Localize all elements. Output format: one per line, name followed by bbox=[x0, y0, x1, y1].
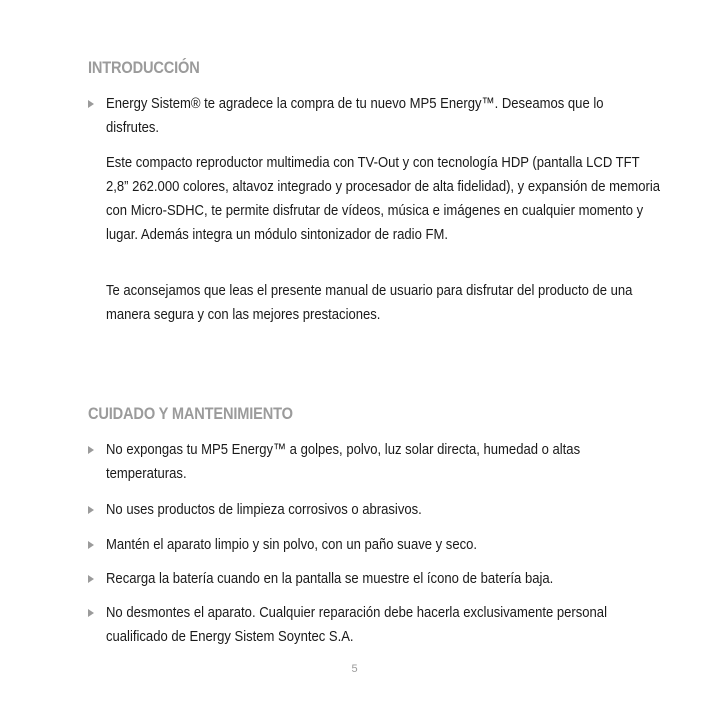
intro-paragraph-2: Este compacto reproductor multimedia con TV-Out y con tecnología HDP (pantalla LCD TFT 2,8” 262.000 colores, altavoz integrado y procesador de alta fidelidad), y expansión de memoria con Micro-SDHC, te permite disfrutar de vídeos, música e imágenes en cualquier momento y lugar. Además integra un módulo sintonizador de radio FM. bbox=[106, 154, 660, 243]
bullet-arrow-icon bbox=[88, 575, 94, 583]
intro-heading: INTRODUCCIÓN bbox=[88, 58, 200, 77]
care-item-2: No uses productos de limpieza corrosivos o abrasivos. bbox=[106, 501, 422, 518]
page-number: 5 bbox=[351, 663, 358, 675]
bullet-arrow-icon bbox=[88, 446, 94, 454]
bullet-arrow-icon bbox=[88, 506, 94, 514]
bullet-arrow-icon bbox=[88, 100, 94, 108]
bullet-arrow-icon bbox=[88, 609, 94, 617]
intro-paragraph-1: Energy Sistem® te agradece la compra de tu nuevo MP5 Energy™. Deseamos que lo disfrutes. bbox=[106, 95, 604, 136]
bullet-arrow-icon bbox=[88, 541, 94, 549]
care-item-1: No expongas tu MP5 Energy™ a golpes, polvo, luz solar directa, humedad o altas temperaturas. bbox=[106, 441, 581, 482]
care-item-4: Recarga la batería cuando en la pantalla se muestre el ícono de batería baja. bbox=[106, 570, 554, 587]
intro-paragraph-3: Te aconsejamos que leas el presente manual de usuario para disfrutar del producto de una manera segura y con las mejores prestaciones. bbox=[106, 282, 633, 323]
care-heading: CUIDADO Y MANTENIMIENTO bbox=[88, 404, 293, 423]
care-item-3: Mantén el aparato limpio y sin polvo, con un paño suave y seco. bbox=[106, 536, 478, 553]
care-item-5: No desmontes el aparato. Cualquier reparación debe hacerla exclusivamente personal cualificado de Energy Sistem Soyntec S.A. bbox=[106, 604, 607, 645]
